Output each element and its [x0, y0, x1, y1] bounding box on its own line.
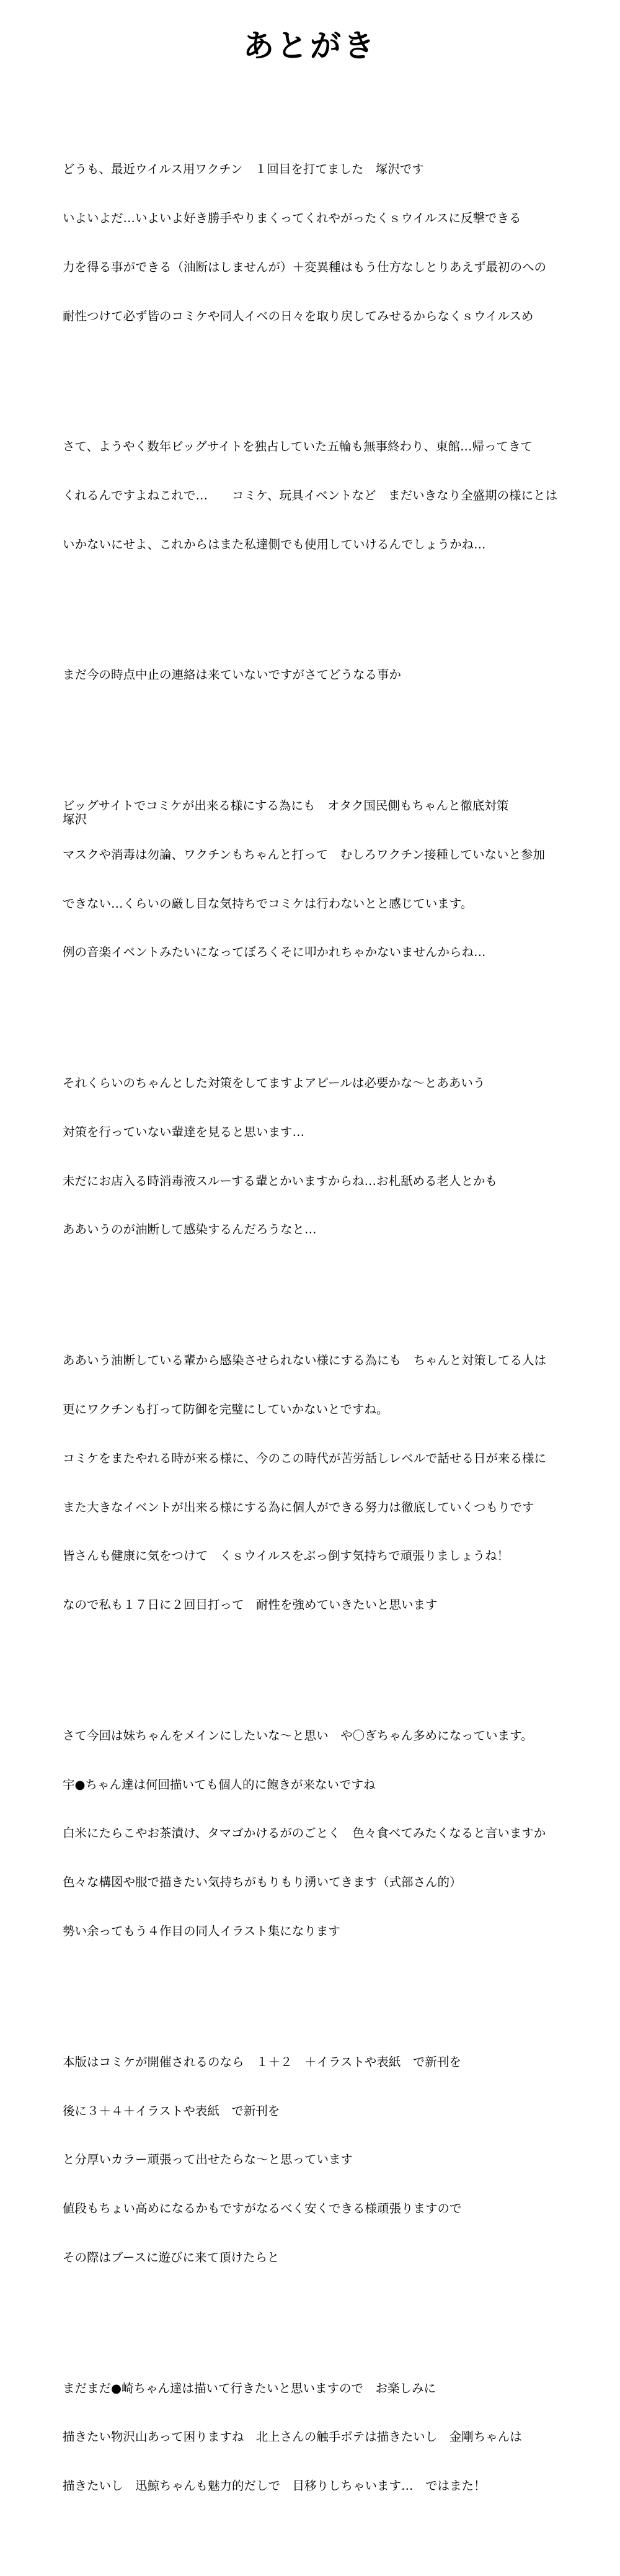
paragraph	[63, 2021, 602, 2299]
text-line: できない…くらいの厳し目な気持ちでコミケは行わないとと感じています。	[63, 896, 473, 911]
text-line: 勢い余ってもう４作目の同人イラスト集になります	[63, 1924, 340, 1939]
text-line: まだまだ●崎ちゃん達は描いて行きたいと思いますので お楽しみに	[63, 2381, 436, 2395]
text-line: 例の音楽イベントみたいになってぼろくそに叩かれちゃかないませんからね…	[63, 945, 486, 960]
page-title: あとがき	[243, 27, 377, 64]
text-line: 色々な構図や服で描きたい気持ちがもりもり湧いてきます（式部さん的）	[63, 1875, 462, 1890]
text-line: くれるんですよねこれで… コミケ、玩具イベントなど まだいきなり全盛期の様にとは	[63, 488, 558, 503]
text-line: 後に３＋４＋イラストや表紙 で新刊を	[63, 2103, 280, 2118]
text-line: 描きたい物沢山あって困りますね 北上さんの触手ボテは描きたいし 金剛ちゃんは	[63, 2430, 522, 2444]
text-line: ああいうのが油断して感染するんだろうなと…	[63, 1222, 317, 1237]
text-line: 皆さんも健康に気をつけて くｓウイルスをぶっ倒す気持ちで頑張りましょうね！	[63, 1549, 510, 1563]
text-line: さて、ようやく数年ビッグサイトを独占していた五輪も無事終わり、東館…帰ってきて	[63, 439, 533, 454]
text-line: 白米にたらこやお茶漬け、タマゴかけるがのごとく 色々食べてみたくなると言いますか	[63, 1826, 546, 1841]
paragraph	[63, 635, 602, 716]
text-line: まだ今の時点中止の連絡は来ていないですがさてどうなる事か	[63, 668, 402, 682]
text-line: 本版はコミケが開催されるのなら １＋２ ＋イラストや表紙 で新刊を	[63, 2054, 461, 2069]
text-line: 描きたいし 迅鯨ちゃんも魅力的だしで 目移りしちゃいます… ではまた！	[63, 2479, 486, 2493]
text-line: ああいう油断している輩から感染させられない様にする為にも ちゃんと対策してる人は	[63, 1353, 547, 1367]
text-line: 耐性つけて必ず皆のコミケや同人イベの日々を取り戻してみせるからなくｓウイルスめ	[63, 308, 534, 323]
text-line: マスクや消毒は勿論、ワクチンもちゃんと打って むしろワクチン接種していないと参加	[63, 847, 546, 862]
paragraph	[63, 1042, 602, 1271]
text-line: いかないにせよ、これからはまた私達側でも使用していけるんでしょうかね…	[63, 537, 486, 552]
paragraph	[63, 406, 602, 586]
afterword-body	[63, 96, 602, 2576]
text-line: 宇●ちゃん達は何回描いても個人的に飽きが来ないですね	[63, 1777, 376, 1792]
author-signature: 塚沢	[63, 812, 87, 826]
text-line: 更にワクチンも打って防御を完璧にしていかないとですね。	[63, 1402, 389, 1416]
text-line: ビッグサイトでコミケが出来る様にする為にも オタク国民側もちゃんと徹底対策	[63, 798, 509, 813]
text-line: その際はブースに遊びに来て頂けたらと	[63, 2250, 280, 2265]
text-line: さて今回は妹ちゃんをメインにしたいな～と思い や〇ぎちゃん多めになっています。	[63, 1728, 533, 1743]
text-line: 対策を行っていない輩達を見ると思います…	[63, 1124, 305, 1139]
paragraph	[63, 1695, 602, 1972]
text-line: なので私も１７日に２回目打って 耐性を強めていきたいと思います	[63, 1598, 438, 1612]
text-line: 力を得る事ができる（油断はしませんが）＋変異種はもう仕方なしとりあえず最初のへの	[63, 259, 547, 274]
text-line: また大きなイベントが出来る様にする為に個人ができる努力は徹底していくつもりです	[63, 1500, 534, 1514]
text-line: コミケをまたやれる時が来る様に、今のこの時代が苦労話しレベルで話せる日が来る様に	[63, 1451, 547, 1465]
text-line: 値段もちょい高めになるかもですがなるべく安くできる様頑張りますので	[63, 2201, 462, 2216]
paragraph	[63, 765, 602, 993]
text-line: 未だにお店入る時消毒液スルーする輩とかいますからね…お札舐める老人とかも	[63, 1173, 498, 1188]
paragraph	[63, 1320, 602, 1646]
paragraph	[63, 2348, 602, 2527]
text-line: どうも、最近ウイルス用ワクチン １回目を打てました 塚沢です	[63, 162, 424, 177]
paragraph	[63, 129, 602, 357]
text-line: いよいよだ…いよいよ好き勝手やりまくってくれやがったくｓウイルスに反撃できる	[63, 211, 521, 226]
text-line: それくらいのちゃんとした対策をしてますよアピールは必要かな～とああいう	[63, 1075, 485, 1090]
text-line: と分厚いカラー頑張って出せたらな～と思っています	[63, 2152, 353, 2167]
